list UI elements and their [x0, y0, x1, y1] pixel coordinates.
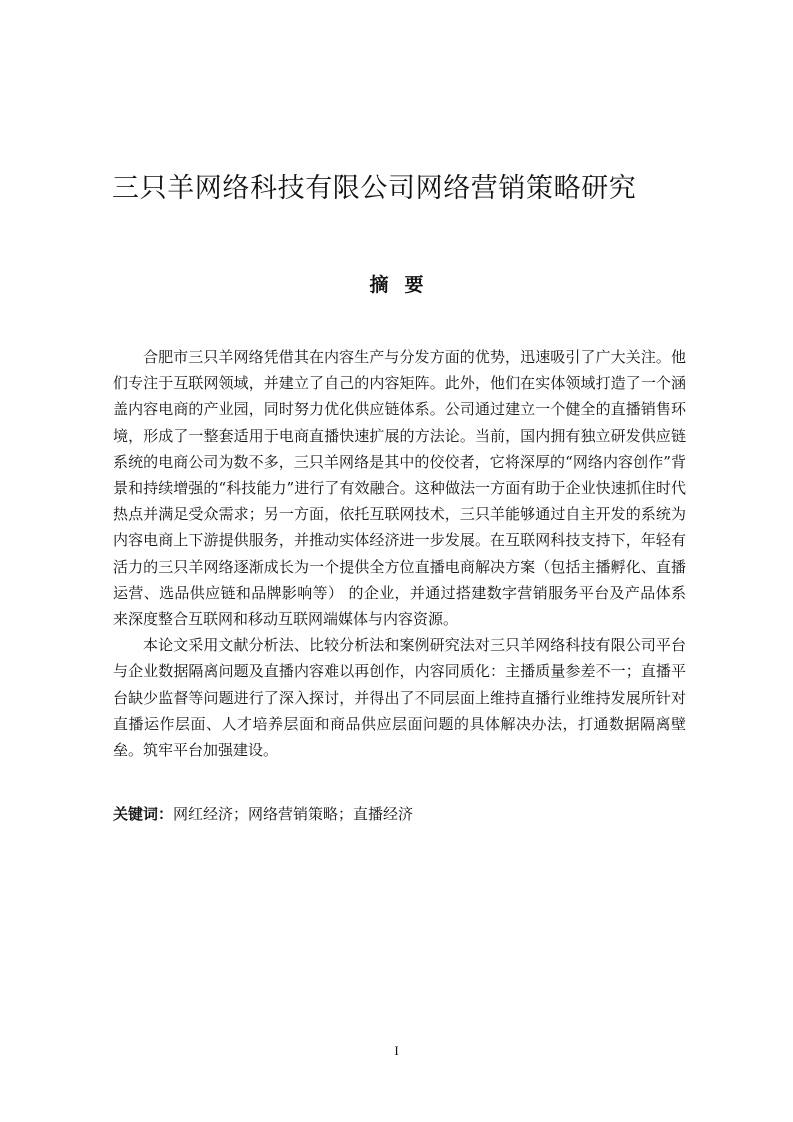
paper-title: 三只羊网络科技有限公司网络营销策略研究 [112, 173, 637, 204]
abstract-body [113, 344, 686, 763]
abstract-paragraph-1: 合肥市三只羊网络凭借其在内容生产与分发方面的优势，迅速吸引了广大关注。他们专注于互联网领域，并建立了自己的内容矩阵。此外，他们在实体领域打造了一个涵盖内容电商的产业园，同时努力优化供应链体系。公司通过建立一个健全的直播销售环境，形成了一整套适用于电商直播快速扩展的方法论。当前，国内拥有独立研发供应链系统的电商公司为数不多，三只羊网络是其中的佼佼者，它将深厚的“网络内容创作”背景和持续增强的“科技能力”进行了有效融合。这种做法一方面有助于企业快速抓住时代热点并满足受众需求；另一方面，依托互联网技术，三只羊能够通过自主开发的系统为内容电商上下游提供服务，并推动实体经济进一步发展。在互联网科技支持下，年轻有活力的三只羊网络逐渐成长为一个提供全方位直播电商解决方案（包括主播孵化、直播运营、选品供应链和品牌影响等） 的企业，并通过搭建数字营销服务平台及产品体系来深度整合互联网和移动互联网端媒体与内容资源。 [113, 348, 686, 629]
keywords-line [113, 801, 686, 827]
abstract-paragraph-2: 本论文采用文献分析法、比较分析法和案例研究法对三只羊网络科技有限公司平台与企业数据隔离问题及直播内容难以再创作，内容同质化：主播质量参差不一；直播平台缺少监督等问题进行了深入探讨，并得出了不同层面上维持直播行业维持发展所针对直播运作层面、人才培养层面和商品供应层面问题的具体解决办法，打通数据隔离壁垒。筑牢平台加强建设。 [113, 636, 686, 760]
page-number: I [394, 1043, 399, 1058]
keywords-value: 网红经济；网络营销策略；直播经济 [173, 805, 414, 823]
abstract-heading: 摘要 [369, 274, 440, 296]
keywords-label: 关键词： [113, 805, 174, 823]
